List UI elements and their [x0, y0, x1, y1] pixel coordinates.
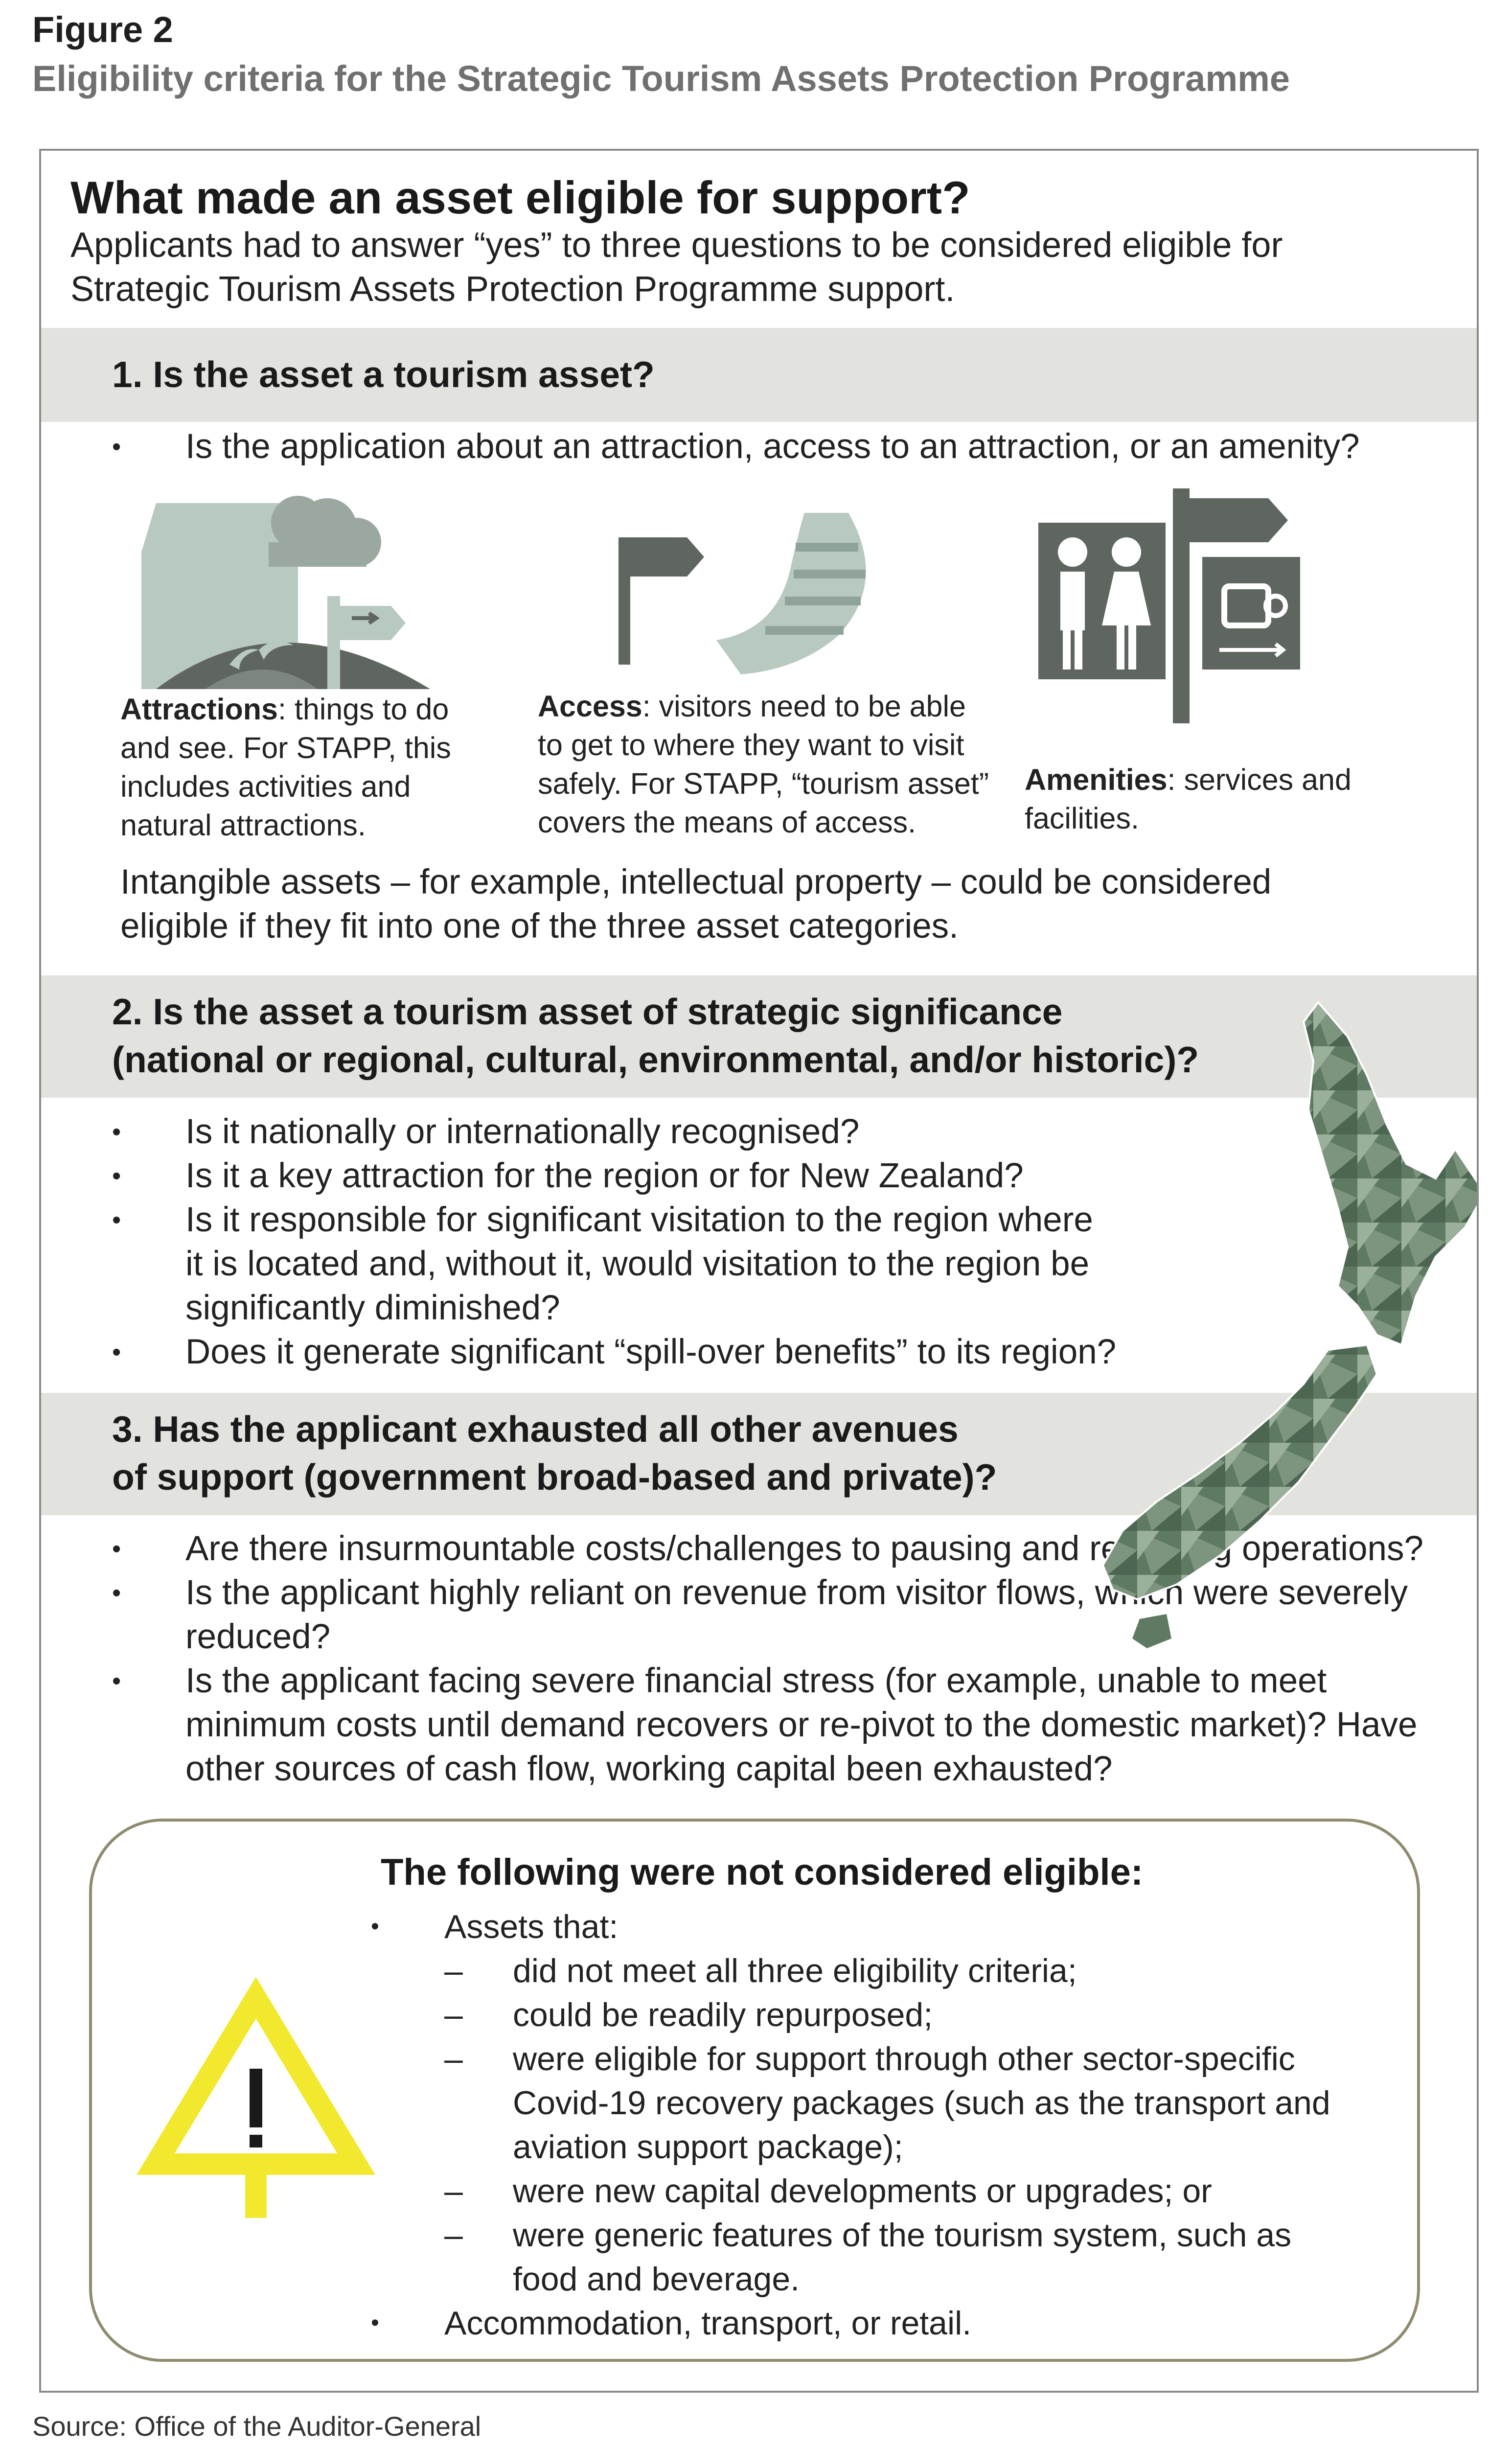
amenities-label: Amenities	[1025, 763, 1168, 796]
bullet-item: • Is the applicant highly reliant on revenue from visitor flows, which were severely reduced?	[112, 1571, 1453, 1659]
intro-text	[70, 223, 1392, 311]
warning-triangle-icon	[146, 1988, 366, 2218]
attractions-label: Attractions	[120, 693, 278, 726]
figure-label: Figure 2	[32, 9, 173, 50]
bullet-item: • Is it nationally or internationally recognised?	[112, 1110, 1453, 1154]
bullet-item: • Is the applicant facing severe financial stress (for example, unable to meet minimum costs until demand recovers or re-pivot to the domestic market)? Have other sources of cash flow, working capital been exhausted?	[112, 1659, 1453, 1791]
section3-title: 3. Has the applicant exhausted all other avenues of support (government broad-based and private)?	[112, 1408, 997, 1498]
intangible-note: Intangible assets – for example, intellectual property – could be considered eligible if they fit into one of the three asset categories.	[120, 863, 1272, 946]
new-zealand-map-icon	[1093, 1002, 1479, 1687]
access-road-signpost-icon	[614, 513, 868, 674]
access-caption: Access: visitors need to be able to get to where they want to visit safely. For STAPP, “tourism asset” covers the means of access.	[538, 690, 989, 839]
bullet-item: • Is it responsible for significant visitation to the region where it is located and, without it, would visitation to the region be significantly diminished?	[112, 1198, 1453, 1330]
list-item: • Assets that:	[371, 1905, 1374, 1949]
list-subitem: – were generic features of the tourism system, such as food and beverage.	[371, 2213, 1374, 2301]
figure-title: Eligibility criteria for the Strategic Tourism Assets Protection Programme	[32, 58, 1290, 99]
bullet-item: • Is it a key attraction for the region or for New Zealand?	[112, 1154, 1453, 1198]
attractions-caption: Attractions: things to do and see. For STAPP, this includes activities and natural attractions.	[120, 693, 451, 842]
not-eligible-list	[371, 1905, 1374, 2345]
section1-bullets	[112, 425, 1453, 469]
section1-band	[41, 328, 1477, 422]
list-subitem: – were eligible for support through other sector-specific Covid-19 recovery packages (such as the transport and aviation support package);	[371, 2037, 1374, 2169]
list-item: • Accommodation, transport, or retail.	[371, 2301, 1374, 2345]
bullet-item: • Does it generate significant “spill-over benefits” to its region?	[112, 1330, 1453, 1374]
eligibility-panel	[39, 149, 1479, 2393]
source-note: Source: Office of the Auditor-General	[32, 2411, 481, 2442]
main-heading: What made an asset eligible for support?	[70, 172, 970, 223]
intro-line: Applicants had to answer “yes” to three questions to be considered eligible for	[70, 226, 1283, 265]
section2-title: 2. Is the asset a tourism asset of strategic significance (national or regional, cultural, environmental, and/or historic)?	[112, 991, 1199, 1080]
bullet-item: • Are there insurmountable costs/challenges to pausing and resuming operations?	[112, 1527, 1453, 1571]
attraction-landscape-icon	[141, 503, 435, 689]
list-subitem: – did not meet all three eligibility criteria;	[371, 1949, 1374, 1993]
bullet-item: • Is the application about an attraction, access to an attraction, or an amenity?	[112, 425, 1453, 469]
section1-title: 1. Is the asset a tourism asset?	[112, 354, 655, 395]
intro-line: Strategic Tourism Assets Protection Programme support.	[70, 270, 955, 309]
amenities-caption: Amenities: services and facilities.	[1025, 763, 1352, 835]
not-eligible-box	[89, 1819, 1420, 2362]
list-subitem: – were new capital developments or upgrades; or	[371, 2169, 1374, 2213]
access-label: Access	[538, 690, 642, 723]
not-eligible-title: The following were not considered eligible:	[381, 1851, 1144, 1893]
list-subitem: – could be readily repurposed;	[371, 1993, 1374, 2037]
amenities-toilet-cafe-sign-icon	[1038, 488, 1312, 723]
